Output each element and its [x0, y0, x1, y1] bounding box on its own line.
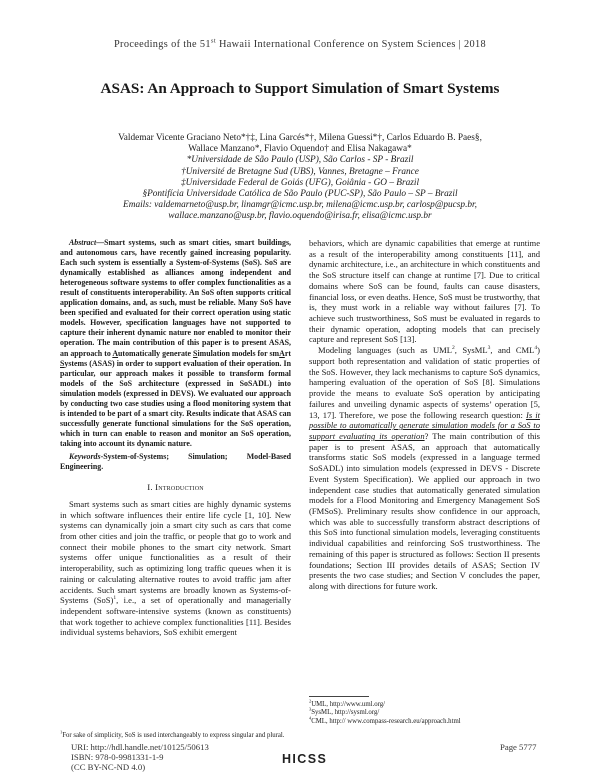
footer-license: (CC BY-NC-ND 4.0) — [71, 762, 146, 773]
author-line: Valdemar Vicente Graciano Neto*†‡, Lina Garcés*†, Milena Guessi*†, Carlos Eduardo B. Paes§, — [118, 133, 482, 143]
affiliation-line: †Université de Bretagne Sud (UBS), Vannes, Bretagne – France — [181, 166, 419, 177]
affiliation-line: *Universidade de São Paulo (USP), São Carlos - SP - Brazil — [186, 155, 414, 166]
footer-uri: URI: http://hdl.handle.net/10125/50613 — [71, 742, 209, 752]
footnotes-right — [309, 690, 540, 726]
footnote: $^2$UML, http://www.uml.org/ — [309, 698, 386, 708]
body-paragraph: behaviors, which are dynamic capabilities that emerge at runtime as a result of the interoperability among constituents [11], and dynamic architecture, i.e., an architecture in which constituents and the SoS structure itself can change at runtime [7]. Due to critical domains where SoS can be found, faults can cause disasters, financial loss, or even deaths. Hence, SoS must be trustworthy, that is, they must work in a reliable way without failures [7]. To achieve such trustworthiness, SoS must be evaluated in regards to their dynamic operation, adopting models that can precisely capture and represent SoS [13]. — [309, 238, 540, 345]
footnote: $^3$SysML, http://sysml.org/ — [309, 707, 380, 717]
intro-paragraph: Smart systems such as smart cities are highly dynamic systems in which software influences their entire life cycle [1, 10]. New systems can dynamically join a smart city such as cars that come from other cities and join the traffic, or people that go to work and connect their mobile phones to the smart city network. Smart systems offer unique functionalities as a result of their interoperability, such as optimizing long traffic queues when it is raining or calculating alternative routes to avoid traffic jam after accidents. Such smart systems are broadly known as Systems-of-Systems (SoS)$^1$, i.e., a set of operationally and managerially independent software-intensive systems (known as constituents) that work together to achieve complex functionalities [11]. Besides individual systems behaviors, SoS exhibit emergent — [60, 498, 292, 638]
footnotes-left — [60, 729, 291, 740]
email-line: Emails: valdemarneto@usp.br, linamgr@icmc.usp.br, milena@icmc.usp.br, carlosp@pucsp.br, — [123, 200, 477, 211]
body-paragraph: Modeling languages (such as UML$^2$, SysML$^3$, and CML$^4$) support both representation and validation of static properties of the SoS. However, they lack mechanisms to capture SoS dynamics, hampering evaluation of the operation of SoS [8]. Simulations provide the means to evaluate SoS operation by anticipating failures and unveiling dynamic aspects of systems’ operation [5, 13, 17]. Therefore, we pose the following research question: Is it possible to automatically generate simulation models for a SoS to support evaluating its operation? The main contribution of this paper is to present ASAS, an approach that automatically transforms static SoS models (expressed in a language termed SoSADL) into simulation models (expressed in DEVS - Discrete Event System Specification). We applied our approach in two independent case studies that automatically generated simulation models for a Flood Monitoring and Emergency Management SoS (FMSoS). Preliminary results show confidence in our approach, which was able to successfully transform abstract descriptions of this SoS into functional simulation models, leveraging constituents individual capabilities and reinforcing SoS trustworthiness. The remaining of this paper is structured as follows: Section II presents foundations; Section III provides details of ASAS; Section IV presents the two case studies; and Section V concludes the paper, along with directions for future work. — [309, 345, 540, 591]
left-column — [60, 238, 291, 638]
author-block — [60, 133, 540, 223]
research-question: Is it possible to automatically generate simulation models for a SoS to support evaluating its operation — [309, 409, 540, 441]
section-heading: I. Introduction — [147, 482, 204, 493]
keywords: Keywords-System-of-Systems; Simulation; Model-Based Engineering. — [60, 451, 291, 472]
footer-identifiers — [71, 742, 209, 773]
running-header: Proceedings of the 51st Hawaii International Conference on System Sciences | 2018 — [113, 37, 486, 50]
footnote: $^1$For sake of simplicity, SoS is used interchangeably to express singular and plural. — [60, 729, 285, 739]
affiliation-line: ‡Universidade Federal de Goiás (UFG), Goiânia - GO – Brazil — [180, 177, 420, 188]
paper-title: ASAS: An Approach to Support Simulation of Smart Systems — [100, 80, 500, 97]
footnote: $^4$CML, http:// www.compass-research.eu/approach.html — [309, 715, 461, 725]
right-column — [309, 238, 540, 592]
hicss-logo: HICSS — [282, 752, 328, 766]
footnote-rule — [309, 696, 369, 697]
footer-isbn: ISBN: 978-0-9981331-1-9 — [71, 752, 164, 763]
page-number: Page 5777 — [500, 742, 537, 752]
email-line: wallace.manzano@usp.br, flavio.oquendo@irisa.fr, elisa@icmc.usp.br — [168, 211, 432, 222]
affiliation-line: §Pontifícia Universidade Católica de São Paulo (PUC-SP), São Paulo – SP – Brazil — [142, 189, 458, 200]
author-line: Wallace Manzano*, Flavio Oquendo† and Elisa Nakagawa* — [188, 144, 412, 155]
abstract: Abstract—Smart systems, such as smart cities, smart buildings, and autonomous cars, have recently gained increasing popularity. Each such system is essentially a System-of-Systems (SoS). SoS are dynamically established as alliances among independent and heterogeneous software systems to offer complex functionalities as a result of constituents interoperability. An SoS often supports critical application domains, and, as such, must be reliable. Many SoS have been specified and evaluated for their correct operation using static models. However, specification languages have not supported to capture their inherent dynamic nature nor enabled to monitor their operation. The main contribution of this paper is to present ASAS, an approach to Automatically generate Simulation models for smArt Systems (ASAS) in order to support evaluation of their operation. In particular, our approach makes it possible to transform formal models of the SoS architecture (expressed in SoSADL) into simulation models (expressed in DEVS). We evaluated our approach by conducting two case studies using a flood monitoring system that is intended to be part of a smart city. Results indicate that ASAS can successfully generate functional simulations for the SoS operation, which in turn can enable to reason and monitor an SoS operation, taking into account its dynamic nature. — [60, 238, 291, 448]
